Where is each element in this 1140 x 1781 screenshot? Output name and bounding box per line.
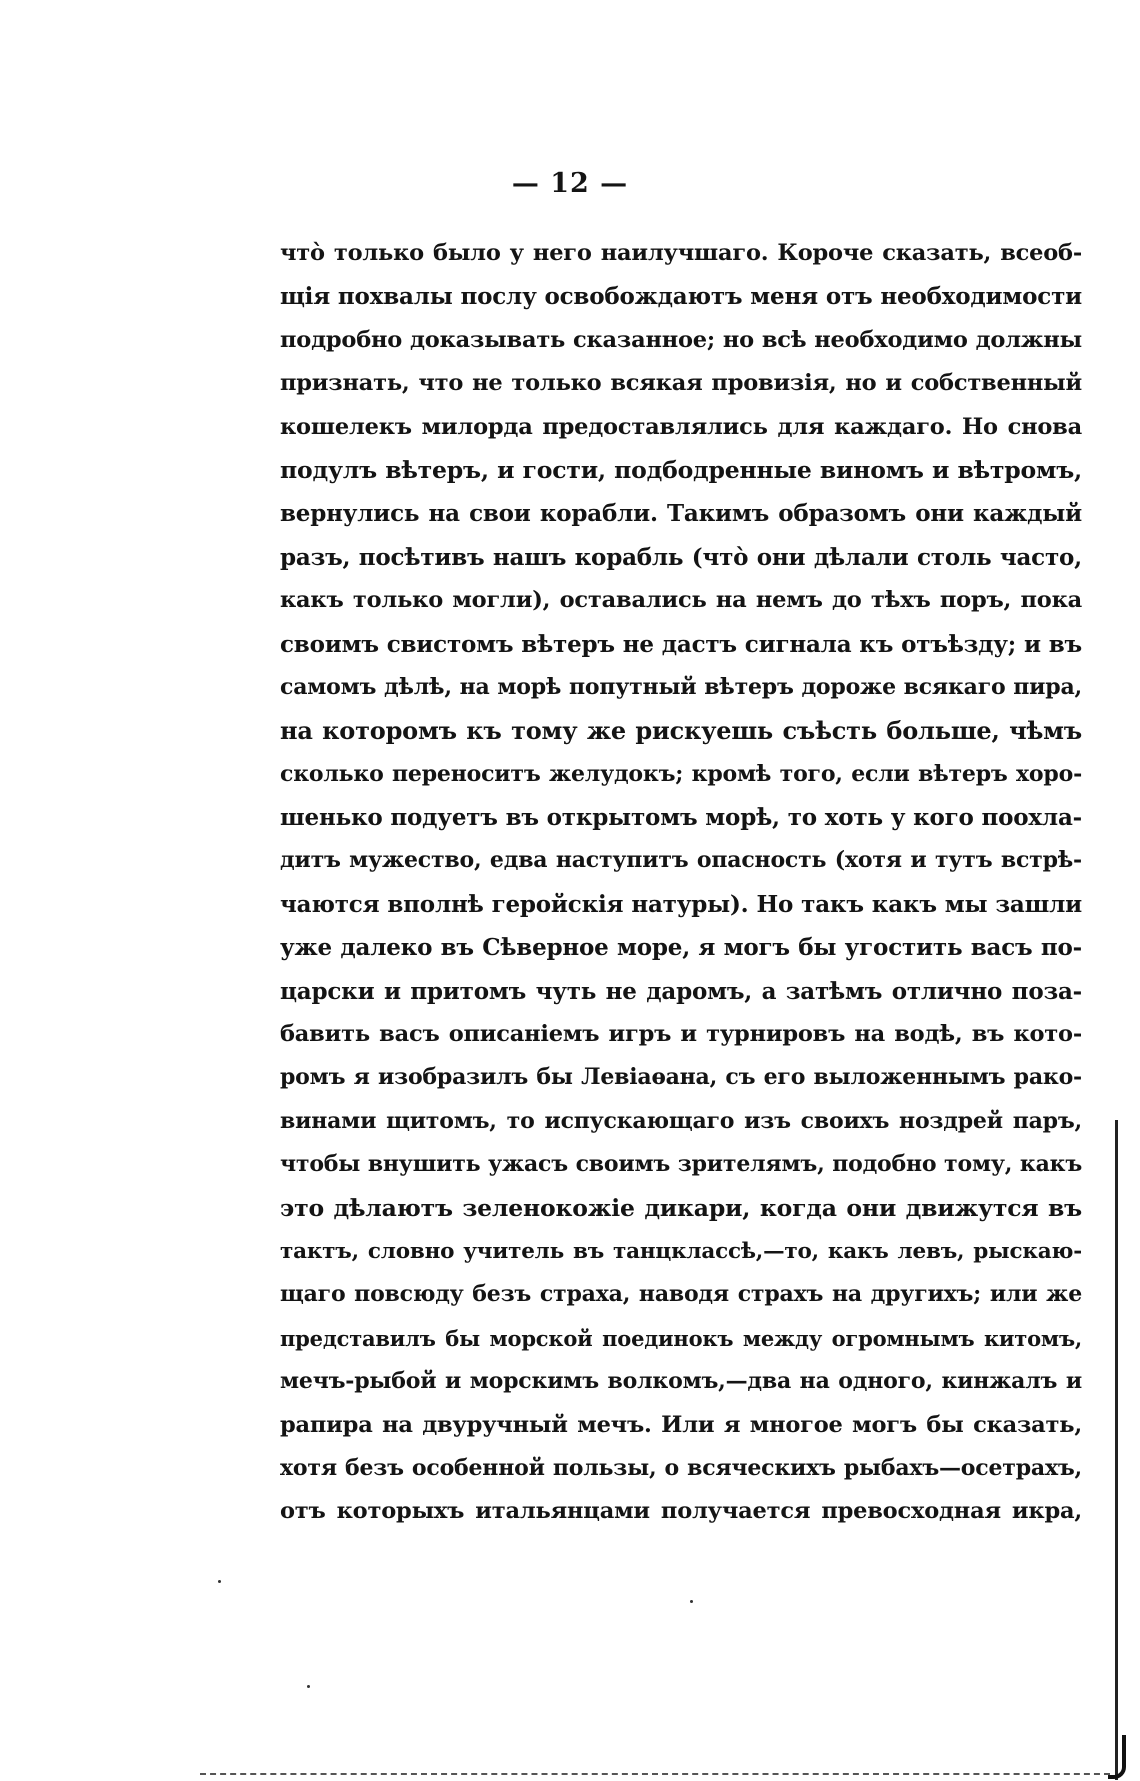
page-edge-bottom (200, 1773, 1110, 1775)
text-line: вернулись на свои корабли. Такимъ образомъ они каждый (280, 500, 1082, 528)
text-line: винами щитомъ, то испускающаго изъ своихъ ноздрей паръ, (280, 1107, 1082, 1134)
text-line: щаго повсюду безъ страха, наводя страхъ на другихъ; или же (280, 1281, 1082, 1308)
text-line: разъ, посѣтивъ нашъ корабль (что̀ они дѣлали столь часто, (280, 543, 1082, 571)
page-corner-curl (1108, 1735, 1126, 1779)
body-text (280, 232, 1082, 1534)
text-line: чтобы внушить ужасъ своимъ зрителямъ, подобно тому, какъ (280, 1151, 1082, 1178)
text-line: отъ которыхъ итальянцами получается превосходная икра, (280, 1498, 1082, 1525)
text-line: своимъ свистомъ вѣтеръ не дастъ сигнала къ отъѣзду; и въ (280, 630, 1082, 658)
text-line: это дѣлаютъ зеленокожіе дикари, когда они движутся въ (280, 1193, 1082, 1222)
text-line: сколько переноситъ желудокъ; кромѣ того, если вѣтеръ хоро- (280, 760, 1082, 787)
text-line: царски и притомъ чуть не даромъ, а затѣмъ отлично поза- (280, 977, 1082, 1005)
text-line: рапира на двуручный мечъ. Или я многое могъ бы сказать, (280, 1411, 1082, 1438)
text-line: дитъ мужество, едва наступитъ опасность (хотя и тутъ встрѣ- (280, 847, 1082, 874)
text-line: ромъ я изобразилъ бы Левіаѳана, съ его выложеннымъ рако- (280, 1064, 1082, 1091)
text-line: самомъ дѣлѣ, на морѣ попутный вѣтеръ дороже всякаго пира, (280, 673, 1082, 700)
page-number: — 12 — (511, 168, 629, 199)
text-line: признать, что не только всякая провизія, но и собственный (280, 370, 1082, 397)
text-line: уже далеко въ Сѣверное море, я могъ бы угостить васъ по- (280, 934, 1082, 962)
text-line: хотя безъ особенной пользы, о всяческихъ рыбахъ—осетрахъ, (280, 1454, 1082, 1481)
text-line: шенько подуетъ въ открытомъ морѣ, то хоть у кого поохла- (280, 804, 1082, 832)
page-edge-right (1115, 1120, 1118, 1780)
text-line: подробно доказывать сказанное; но всѣ необходимо должны (280, 326, 1082, 353)
text-line: подулъ вѣтеръ, и гости, подбодренные виномъ и вѣтромъ, (280, 455, 1082, 484)
text-line: какъ только могли), оставались на немъ до тѣхъ поръ, пока (280, 587, 1082, 614)
text-line: чаются вполнѣ геройскія натуры). Но такъ какъ мы зашли (280, 890, 1082, 918)
scan-speck (218, 1580, 221, 1583)
text-line: что̀ только было у него наилучшаго. Короче сказать, всеоб- (280, 240, 1082, 266)
text-line: щія похвалы послу освобождаютъ меня отъ необходимости (280, 283, 1082, 311)
text-line: бавить васъ описаніемъ игръ и турнировъ на водѣ, въ кото- (280, 1021, 1082, 1048)
text-line: кошелекъ милорда предоставлялись для каждаго. Но снова (280, 413, 1082, 440)
scan-speck (690, 1600, 693, 1603)
text-line: на которомъ къ тому же рискуешь съѣсть больше, чѣмъ (280, 716, 1082, 746)
text-line: представилъ бы морской поединокъ между огромнымъ китомъ, (280, 1325, 1082, 1351)
scan-speck (307, 1685, 310, 1688)
text-line: мечъ-рыбой и морскимъ волкомъ,—два на одного, кинжалъ и (280, 1368, 1082, 1395)
text-line: тактъ, словно учитель въ танцклассѣ,—то, какъ левъ, рыскаю- (280, 1238, 1082, 1264)
